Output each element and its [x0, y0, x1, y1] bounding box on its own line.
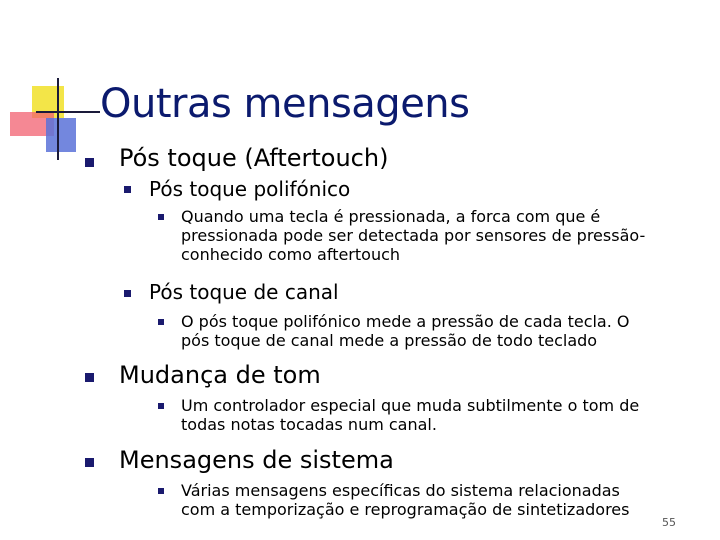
bullet-icon: [124, 186, 131, 193]
item-text-line: conhecido como aftertouch: [181, 245, 401, 264]
page-number: 55: [662, 516, 676, 529]
bullet-icon: [158, 488, 164, 494]
corner-decoration: [0, 0, 110, 170]
slide-title: Outras mensagens: [100, 81, 470, 127]
item-text-line: O pós toque polifónico mede a pressão de cada tecla. O: [181, 312, 630, 331]
item-polyphonic-aftertouch: Pós toque polifónico: [149, 177, 351, 201]
bullet-icon: [85, 158, 94, 167]
bullet-icon: [158, 403, 164, 409]
item-pitch-bend: Mudança de tom: [119, 361, 321, 389]
item-text-line: pressionada pode ser detectada por sensores de pressão-: [181, 226, 646, 245]
item-system-messages: Mensagens de sistema: [119, 446, 394, 474]
item-text-line: todas notas tocadas num canal.: [181, 415, 437, 434]
item-text-line: com a temporização e reprogramação de sintetizadores: [181, 500, 630, 519]
item-text-line: Um controlador especial que muda subtilmente o tom de: [181, 396, 640, 415]
bullet-icon: [85, 373, 94, 382]
bullet-icon: [158, 319, 164, 325]
bullet-icon: [124, 290, 131, 297]
item-channel-aftertouch: Pós toque de canal: [149, 280, 339, 304]
bullet-icon: [85, 458, 94, 467]
item-text-line: Quando uma tecla é pressionada, a forca com que é: [181, 207, 601, 226]
item-aftertouch: Pós toque (Aftertouch): [119, 144, 389, 172]
item-text-line: pós toque de canal mede a pressão de todo teclado: [181, 331, 598, 350]
bullet-icon: [158, 214, 164, 220]
item-text-line: Várias mensagens específicas do sistema relacionadas: [181, 481, 620, 500]
